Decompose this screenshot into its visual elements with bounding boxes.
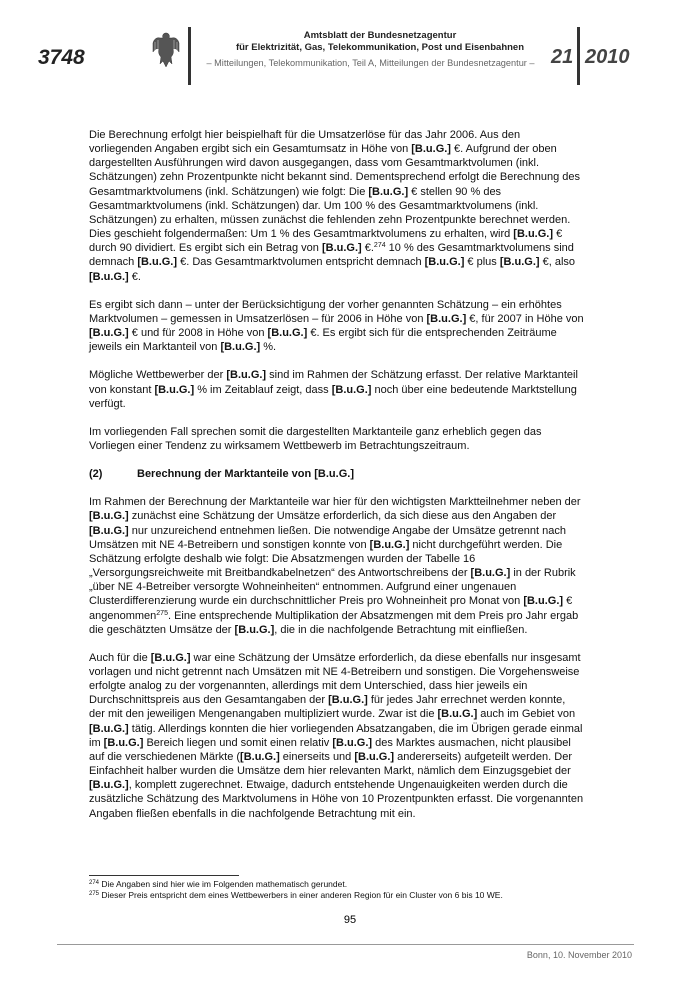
text-run: einerseits und [279,750,355,763]
text-run: €. [361,242,374,255]
text-run: € und für 2008 in Höhe von [128,327,268,340]
page-number-header: 3748 [38,46,85,69]
text-run: €, also [539,256,576,269]
footnote-reference: 274 [373,242,386,250]
footnote [89,879,584,890]
gazette-title-line1: Amtsblatt der Bundesnetzagentur [303,30,457,41]
text-run: andererseits) aufgeteilt werden. Der Einfachheit halber wurden die Umsätze dem hier relevanten Markt, nämlich dem Einzugsgebiet der [89,750,573,778]
paragraph [89,128,584,284]
footnote-reference: 275 [156,609,168,617]
text-run: €. Es ergibt sich für die entsprechenden Zeiträume jeweils ein Marktanteil von [89,327,557,354]
gazette-subtitle: – Mitteilungen, Telekommunikation, Teil A, Mitteilungen der Bundesnetzagentur – [206,58,535,68]
issue-year: 2010 [585,46,630,68]
gazette-title-line2: für Elektrizität, Gas, Telekommunikation, Post und Eisenbahnen [235,42,525,53]
paragraph [89,495,584,637]
text-run: €. Aufgrund der oben dargestellten Ausführungen wird davon ausgegangen, dass vom Gesamtmarktvolumen (inkl. Schätzungen) zehn Prozentpunkte nicht bekannt sind. Dementsprechend erfolgt die Berechnung des Gesamtmarktvolumens (inkl. Schätzungen) wie folgt: Die [89,143,581,198]
section-title: Berechnung der Marktanteile von [B.u.G.] [137,468,354,481]
text-run: für jedes Jahr errechnet werden konnte, der mit den jeweiligen Mengenangaben multipliziert wurde. Zwar ist die [89,694,566,721]
text-run: , komplett zugerechnet. Etwaige, dadurch entstehende Ungenauigkeiten werden durch die zusätzliche Schätzung des Marktvolumens in Höhe von 10 Prozentpunkten erfasst. Die vorgenannten Angaben fließen ebenfalls in die nachfolgende Betrachtung mit ein. [89,779,584,820]
text-run: auch im Gebiet von [477,708,576,721]
issue-divider [577,27,580,85]
redacted-placeholder: [B.u.G.] [368,185,409,198]
redacted-placeholder: [B.u.G.] [470,567,511,580]
paragraph [89,425,584,453]
text-run: Im Rahmen der Berechnung der Marktanteile war hier für den wichtigsten Marktteilnehmer neben der [89,496,581,509]
footnote [89,890,584,901]
text-run: €, für 2007 in Höhe von [466,312,584,325]
page-number-footer: 95 [343,914,357,926]
redacted-placeholder: [B.u.G.] [267,327,308,340]
text-run: nur unzureichend entnehmen ließen. Die notwendige Angabe der Umsätze getrennt nach Umsätzen mit NE 4-Betreibern und sonstigen konnte von [89,524,566,551]
redacted-placeholder: [B.u.G.] [411,143,451,156]
text-run: Im vorliegenden Fall sprechen somit die dargestellten Marktanteile ganz erheblich gegen das Vorliegen einer Tendenz zu wirksamem Wettbewerb im Betrachtungszeitraum. [89,425,542,452]
redacted-placeholder: [B.u.G.] [154,383,195,396]
footnotes [89,879,584,901]
redacted-placeholder: [B.u.G.] [331,383,372,396]
text-run: € plus [464,256,500,269]
redacted-placeholder: [B.u.G.] [513,228,554,241]
redacted-placeholder: [B.u.G.] [89,524,129,537]
section-number: (2) [89,468,103,481]
text-run: €. [128,270,141,283]
text-run: € durch 90 dividiert. Es ergibt sich ein Betrag von [89,228,563,255]
redacted-placeholder: [B.u.G.] [240,750,280,763]
redacted-placeholder: [B.u.G.] [328,694,368,707]
text-run: €. Das Gesamtmarktvolumen entspricht demnach [177,256,425,269]
redacted-placeholder: [B.u.G.] [220,341,261,354]
federal-eagle-icon [151,30,181,70]
text-run: , die in die nachfolgende Betrachtung mit einfließen. [274,623,528,636]
text-run: Die Berechnung erfolgt hier beispielhaft für die Umsatzerlöse für das Jahr 2006. Aus den vorliegenden Angaben ergibt sich ein Gesamtumsatz in Höhe von [89,129,521,156]
text-run: war eine Schätzung der Umsätze erforderlich, da diese ebenfalls nur insgesamt vorlagen und nicht getrennt nach Umsätzen mit NE 4-Betreibern und sonstigen. Die Vorgehensweise erfolgte analog zu der vorgenannten, allerdings mit dem Unterschied, dass hier jeweils ein Durchschnittspreis aus den Gesamtangaben der [89,651,581,707]
redacted-placeholder: [B.u.G.] [437,708,478,721]
text-run: %. [260,341,277,354]
footnote-text: Dieser Preis entspricht dem eines Wettbewerbers in einer anderen Region für ein Cluster von 6 bis 10 WE. [101,890,503,900]
redacted-placeholder: [B.u.G.] [354,750,395,763]
footer-date: Bonn, 10. November 2010 [526,950,632,960]
redacted-placeholder: [B.u.G.] [89,327,129,340]
redacted-placeholder: [B.u.G.] [426,312,467,325]
redacted-placeholder: [B.u.G.] [89,779,129,792]
text-run: sind im Rahmen der Schätzung erfasst. Der relative Marktanteil von konstant [89,369,578,396]
redacted-placeholder: [B.u.G.] [226,369,267,382]
redacted-placeholder: [B.u.G.] [321,242,362,255]
section-heading [89,467,584,481]
redacted-placeholder: [B.u.G.] [150,651,191,664]
footnote-number: 274 [89,880,100,886]
text-run: % im Zeitablauf zeigt, dass [194,383,332,396]
redacted-placeholder: [B.u.G.] [424,256,465,269]
text-run: € stellen 90 % des Gesamtmarktvolumens (inkl. Schätzungen) dar. Um 100 % des Gesamtmarktvolumens (inkl. Schätzungen) zu erhalten, müssen zunächst die fehlenden zehn Prozentpunkte berechnet werden. Dies geschieht folgendermaßen: Um 1 % des Gesamtmarktvolumens zu erhalten, wird [89,185,571,241]
paragraph [89,368,584,410]
paragraph [89,298,584,355]
text-run: tätig. Allerdings konnten die hier vorliegenden Absatzangaben, die im Übrigen gerade einmal im [89,722,583,749]
text-run: Mögliche Wettbewerber der [89,369,227,382]
text-run: des Marktes ausmachen, nicht plausibel auf die verschiedenen Märkte ( [89,736,571,763]
text-run: € angenommen [89,595,573,622]
text-run: zunächst eine Schätzung der Umsätze erforderlich, da sich diese aus den Angaben der [128,510,557,523]
text-run: Bereich liegen und somit einen relativ [143,736,333,749]
footnote-divider [89,875,239,876]
paragraph [89,651,584,821]
text-run: nicht durchgeführt werden. Die Schätzung erfolgte deshalb wie folgt: Die Absatzmengen wurden der Tabelle 16 „Versorgungsreichweite mit Breitbandkabelnetzen“ des Antwortschreibens der [89,538,563,580]
redacted-placeholder: [B.u.G.] [89,510,129,523]
redacted-placeholder: [B.u.G.] [89,270,129,283]
text-run: 10 % des Gesamtmarktvolumens sind demnach [89,242,574,269]
redacted-placeholder: [B.u.G.] [89,722,129,735]
text-run: in der Rubrik „über NE 4-Betreiber versorgte Wohneinheiten“ entnommen. Aufgrund einer ungenauen Clusterdifferenzierung wurde ein durchschnittlicher Preis pro Wohneinheit pro Monat von [89,567,576,608]
redacted-placeholder: [B.u.G.] [234,623,275,636]
footnote-text: Die Angaben sind hier wie im Folgenden mathematisch gerundet. [101,879,348,889]
text-run: noch über eine bedeutende Marktstellung verfügt. [89,383,577,410]
main-content [89,128,584,835]
footer-divider [57,944,634,945]
text-run: Es ergibt sich dann – unter der Berücksichtigung der vorher genannten Schätzung – ein erhöhtes Marktvolumen – gemessen in Umsatzerlösen – für 2006 in Höhe von [89,298,562,325]
footnote-number: 275 [89,891,100,897]
redacted-placeholder: [B.u.G.] [523,595,564,608]
text-run: Auch für die [89,651,151,664]
redacted-placeholder: [B.u.G.] [103,736,144,749]
redacted-placeholder: [B.u.G.] [499,256,540,269]
redacted-placeholder: [B.u.G.] [137,256,178,269]
issue-number: 21 [551,46,574,68]
redacted-placeholder: [B.u.G.] [332,736,373,749]
redacted-placeholder: [B.u.G.] [369,538,410,551]
header-divider [188,27,191,85]
gazette-title [200,30,560,54]
text-run: . Eine entsprechende Multiplikation der Absatzmengen mit dem Preis pro Jahr ergab die geschätzten Umsätze der [89,609,579,636]
